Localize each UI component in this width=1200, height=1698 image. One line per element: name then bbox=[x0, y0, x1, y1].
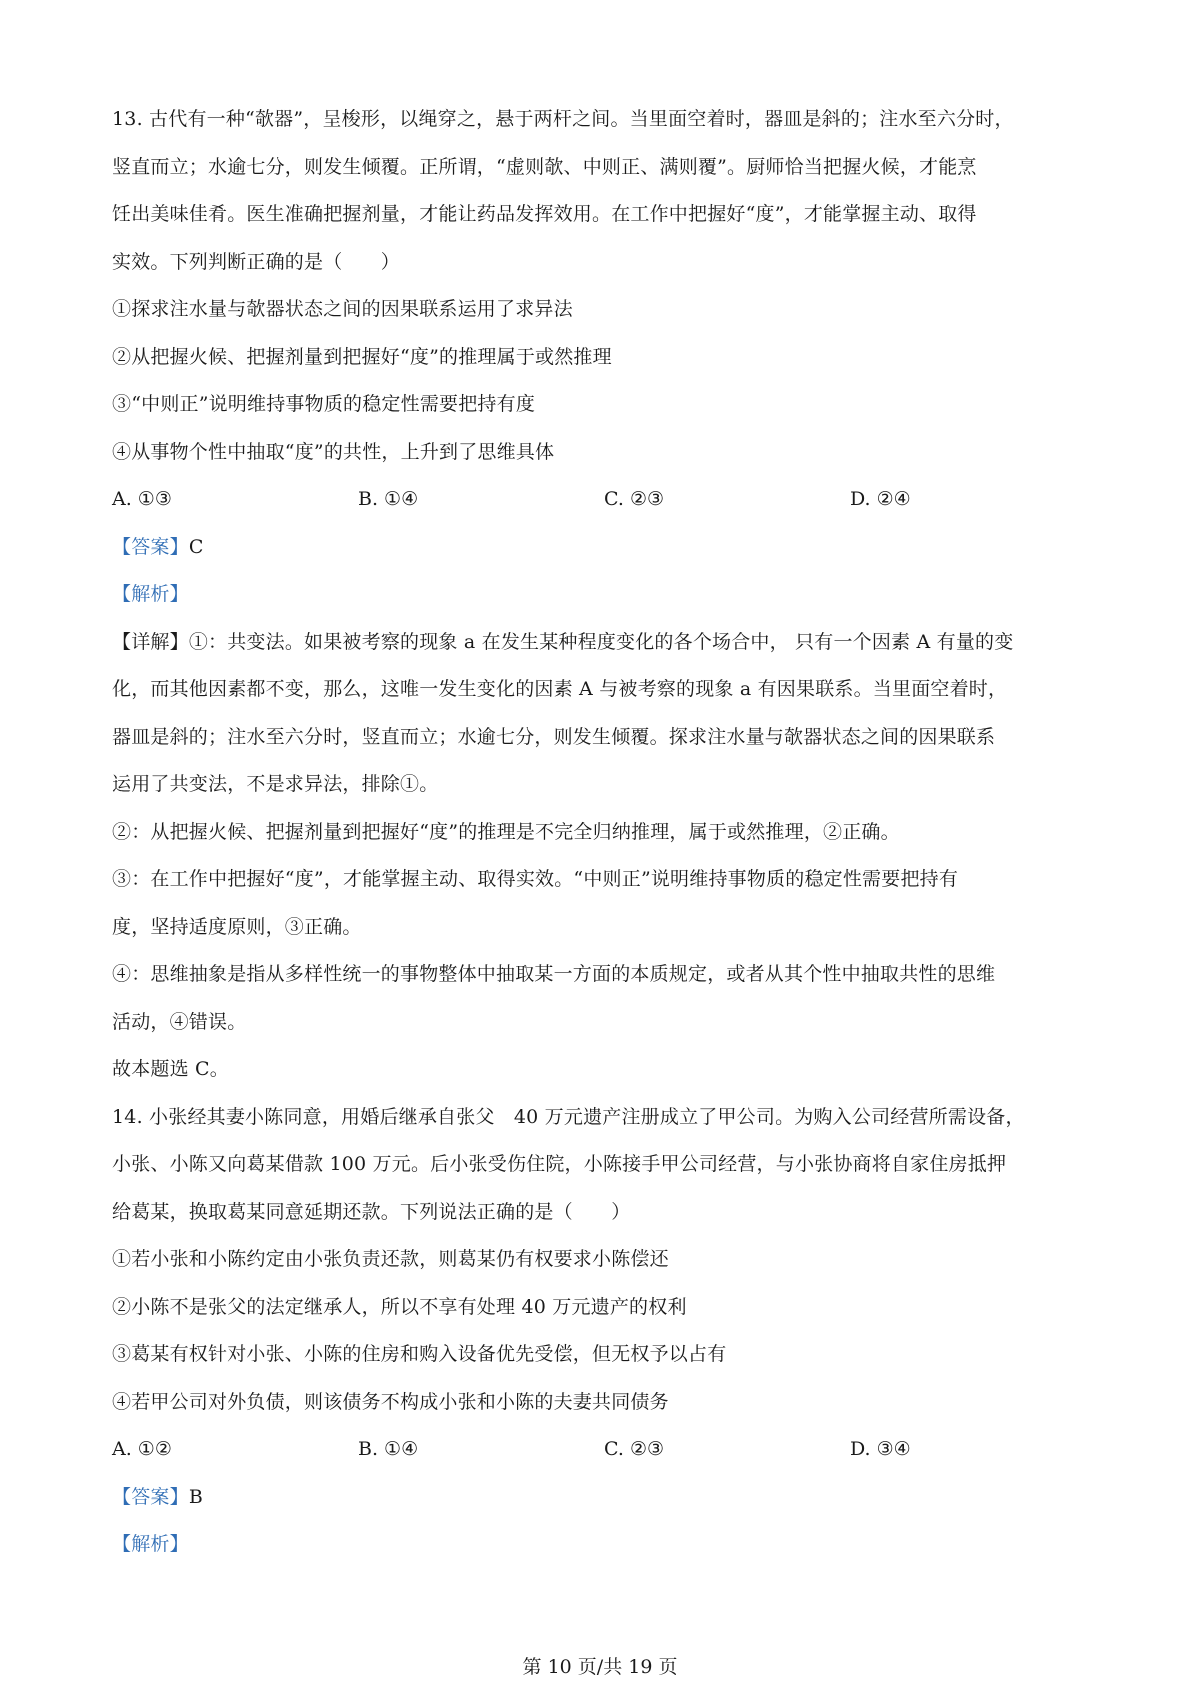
q13-option-c: C. ②③ bbox=[604, 488, 665, 510]
q13-detail-line: 度，坚持适度原则，③正确。 bbox=[112, 915, 362, 938]
q13-conclusion: 故本题选 C。 bbox=[112, 1058, 229, 1080]
q14-stem-line: 给葛某，换取葛某同意延期还款。下列说法正确的是（ ） bbox=[112, 1200, 631, 1223]
q14-option-b: B. ①④ bbox=[358, 1438, 419, 1460]
q13-detail-line: 活动，④错误。 bbox=[112, 1010, 247, 1033]
q13-stem-line: 饪出美味佳肴。医生准确把握剂量，才能让药品发挥效用。在工作中把握好“度”，才能掌握主动、取得 bbox=[112, 203, 977, 225]
q13-detail-line: ②：从把握火候、把握剂量到把握好“度”的推理是不完全归纳推理，属于或然推理，②正确。 bbox=[112, 820, 900, 843]
q13-detail-line: 化，而其他因素都不变，那么，这唯一发生变化的因素 A 与被考察的现象 a 有因果联系。当里面空着时， bbox=[112, 678, 1008, 700]
q13-stem-line: 实效。下列判断正确的是（ ） bbox=[112, 250, 401, 273]
q13-statement-2: ②从把握火候、把握剂量到把握好“度”的推理属于或然推理 bbox=[112, 345, 612, 368]
q13-statement-3: ③“中则正”说明维持事物质的稳定性需要把持有度 bbox=[112, 393, 536, 415]
q13-detail-line: 运用了共变法，不是求异法，排除①。 bbox=[112, 773, 439, 795]
q13-options bbox=[112, 476, 1098, 524]
answer-value: B bbox=[188, 1485, 203, 1508]
q13-option-d: D. ②④ bbox=[850, 488, 911, 510]
q13-stem-line: 13. 古代有一种“欹器”，呈梭形，以绳穿之，悬于两杆之间。当里面空着时，器皿是斜的；注水至六分时， bbox=[112, 108, 1014, 130]
question-13 bbox=[112, 96, 1098, 1094]
q14-option-a: A. ①② bbox=[112, 1438, 172, 1460]
q14-options bbox=[112, 1426, 1098, 1474]
q13-analysis-heading bbox=[112, 571, 1098, 619]
detail-tag: 【详解】 bbox=[112, 630, 189, 653]
q14-option-d: D. ③④ bbox=[850, 1438, 911, 1460]
q13-stem-line: 竖直而立；水逾七分，则发生倾覆。正所谓，“虚则欹、中则正、满则覆”。厨师恰当把握火候，才能烹 bbox=[112, 155, 977, 178]
q14-stem-line: 14. 小张经其妻小陈同意，用婚后继承自张父 40 万元遗产注册成立了甲公司。为购入公司经营所需设备， bbox=[112, 1105, 1025, 1128]
q13-detail-line: 器皿是斜的；注水至六分时，竖直而立；水逾七分，则发生倾覆。探求注水量与欹器状态之间的因果联系 bbox=[112, 725, 996, 748]
q13-detail-line bbox=[112, 619, 1098, 667]
question-14 bbox=[112, 1094, 1098, 1569]
q13-detail-line: ④：思维抽象是指从多样性统一的事物整体中抽取某一方面的本质规定，或者从其个性中抽取共性的思维 bbox=[112, 963, 996, 985]
q13-detail-line: ③：在工作中把握好“度”，才能掌握主动、取得实效。“中则正”说明维持事物质的稳定性需要把持有 bbox=[112, 868, 959, 890]
q13-option-b: B. ①④ bbox=[358, 488, 419, 510]
q14-stem-line: 小张、小陈又向葛某借款 100 万元。后小张受伤住院，小陈接手甲公司经营，与小张协商将自家住房抵押 bbox=[112, 1153, 1007, 1175]
answer-tag: 【答案】 bbox=[112, 1485, 189, 1508]
q14-statement-2: ②小陈不是张父的法定继承人，所以不享有处理 40 万元遗产的权利 bbox=[112, 1295, 687, 1318]
analysis-tag: 【解析】 bbox=[112, 583, 189, 605]
detail-text: ①：共变法。如果被考察的现象 a 在发生某种程度变化的各个场合中， 只有一个因素 A 有量的变 bbox=[188, 630, 1014, 653]
answer-value: C bbox=[188, 535, 204, 558]
q13-statement-1: ①探求注水量与欹器状态之间的因果联系运用了求异法 bbox=[112, 298, 573, 320]
q14-statement-4: ④若甲公司对外负债，则该债务不构成小张和小陈的夫妻共同债务 bbox=[112, 1390, 669, 1413]
q13-option-a: A. ①③ bbox=[112, 488, 172, 510]
q14-answer bbox=[112, 1474, 1098, 1522]
page-footer: 第 10 页/共 19 页 bbox=[522, 1656, 678, 1678]
analysis-tag: 【解析】 bbox=[112, 1533, 189, 1555]
document-page bbox=[112, 96, 1098, 1569]
q13-answer bbox=[112, 524, 1098, 572]
q14-option-c: C. ②③ bbox=[604, 1438, 665, 1460]
q14-statement-3: ③葛某有权针对小张、小陈的住房和购入设备优先受偿，但无权予以占有 bbox=[112, 1343, 727, 1365]
q14-analysis-heading bbox=[112, 1521, 1098, 1569]
q13-statement-4: ④从事物个性中抽取“度”的共性，上升到了思维具体 bbox=[112, 440, 555, 463]
answer-tag: 【答案】 bbox=[112, 535, 189, 558]
q14-statement-1: ①若小张和小陈约定由小张负责还款，则葛某仍有权要求小陈偿还 bbox=[112, 1248, 669, 1270]
